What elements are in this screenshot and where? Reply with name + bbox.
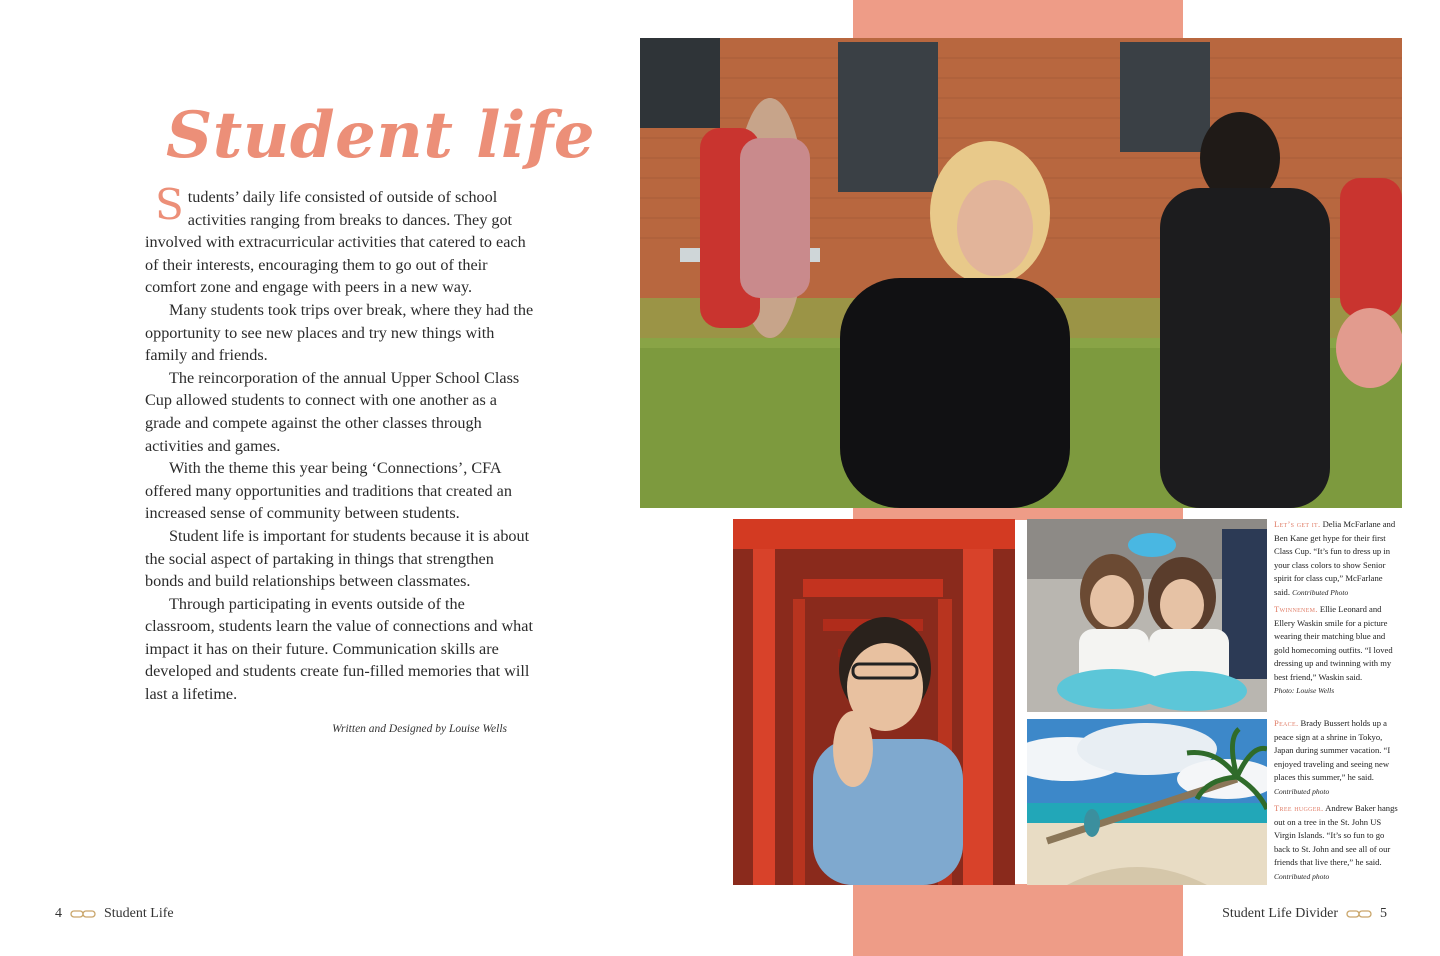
drop-cap: S bbox=[155, 180, 184, 229]
byline: Written and Designed by Louise Wells bbox=[332, 722, 507, 735]
paragraph-2: Many students took trips over break, where they had the opportunity to see new places and try new things with family and friends. bbox=[145, 300, 534, 365]
coral-band-bottom bbox=[853, 884, 1183, 956]
story-body bbox=[145, 180, 535, 740]
caption-column-lower bbox=[1274, 717, 1398, 887]
paragraph-3: The reincorporation of the annual Upper School Class Cup allowed students to connect with one another as a grade and compete against the other classes through activities and games. bbox=[145, 368, 520, 455]
paragraph-4: With the theme this year being ‘Connections’, CFA offered many opportunities and traditions that created an increased sense of community between students. bbox=[145, 459, 512, 523]
chain-link-icon bbox=[1346, 910, 1372, 918]
chain-link-icon bbox=[70, 910, 96, 918]
photo-tree-hugger bbox=[1027, 719, 1267, 885]
folio-right bbox=[1222, 906, 1387, 922]
section-label-right: Student Life Divider bbox=[1222, 906, 1338, 921]
page-number-right: 5 bbox=[1380, 906, 1387, 921]
caption-column-upper bbox=[1274, 518, 1398, 702]
folio-left bbox=[55, 906, 174, 922]
coral-band-middle bbox=[853, 506, 1183, 520]
photo-tokyo-shrine bbox=[733, 519, 1015, 885]
page-number-left: 4 bbox=[55, 906, 62, 921]
photo-class-cup bbox=[640, 38, 1402, 508]
coral-band-top bbox=[853, 0, 1183, 40]
paragraph-6: Through participating in events outside of the classroom, students learn the value of connections and what impact it has on their future. Communication skills are developed and students create fun-filled memories that will last a lifetime. bbox=[145, 594, 533, 704]
caption-tree-hugger: Tree hugger. Andrew Baker hangs out on a tree in the St. John US Virgin Islands. “It’s so fun to go back to St. John and see all of our friends that live there,” he said. Contributed photo bbox=[1274, 803, 1398, 881]
caption-class-cup: Let’s get it. Delia McFarlane and Ben Kane get hype for their first Class Cup. “It’s fun to dress up in your class colors to show Senior spirit for class cup,” McFarlane said. Contributed Photo bbox=[1274, 519, 1396, 597]
caption-twinning: Twinnenem. Ellie Leonard and Ellery Waskin smile for a picture wearing their matching blue and gold homecoming outfits. “I loved dressing up and twinning with my best friend,” Waskin said. Photo: Louise Wells bbox=[1274, 604, 1393, 695]
page-title: Student life bbox=[166, 98, 596, 173]
caption-tokyo: Peace. Brady Bussert holds up a peace sign at a shrine in Tokyo, Japan during summer vacation. “I enjoyed traveling and seeing new places this summer,” he said. Contributed photo bbox=[1274, 718, 1391, 796]
paragraph-1: Students’ daily life consisted of outside of school activities ranging from breaks to dances. They got involved with extracurricular activities that catered to each of their interests, encouraging them to go out of their comfort zone and engage with peers in a new way. bbox=[145, 180, 526, 297]
section-label-left: Student Life bbox=[104, 906, 174, 921]
paragraph-5: Student life is important for students because it is about the social aspect of partaking in things that strengthen bonds and build relationships between classmates. bbox=[145, 526, 530, 591]
photo-twinning bbox=[1027, 519, 1267, 712]
